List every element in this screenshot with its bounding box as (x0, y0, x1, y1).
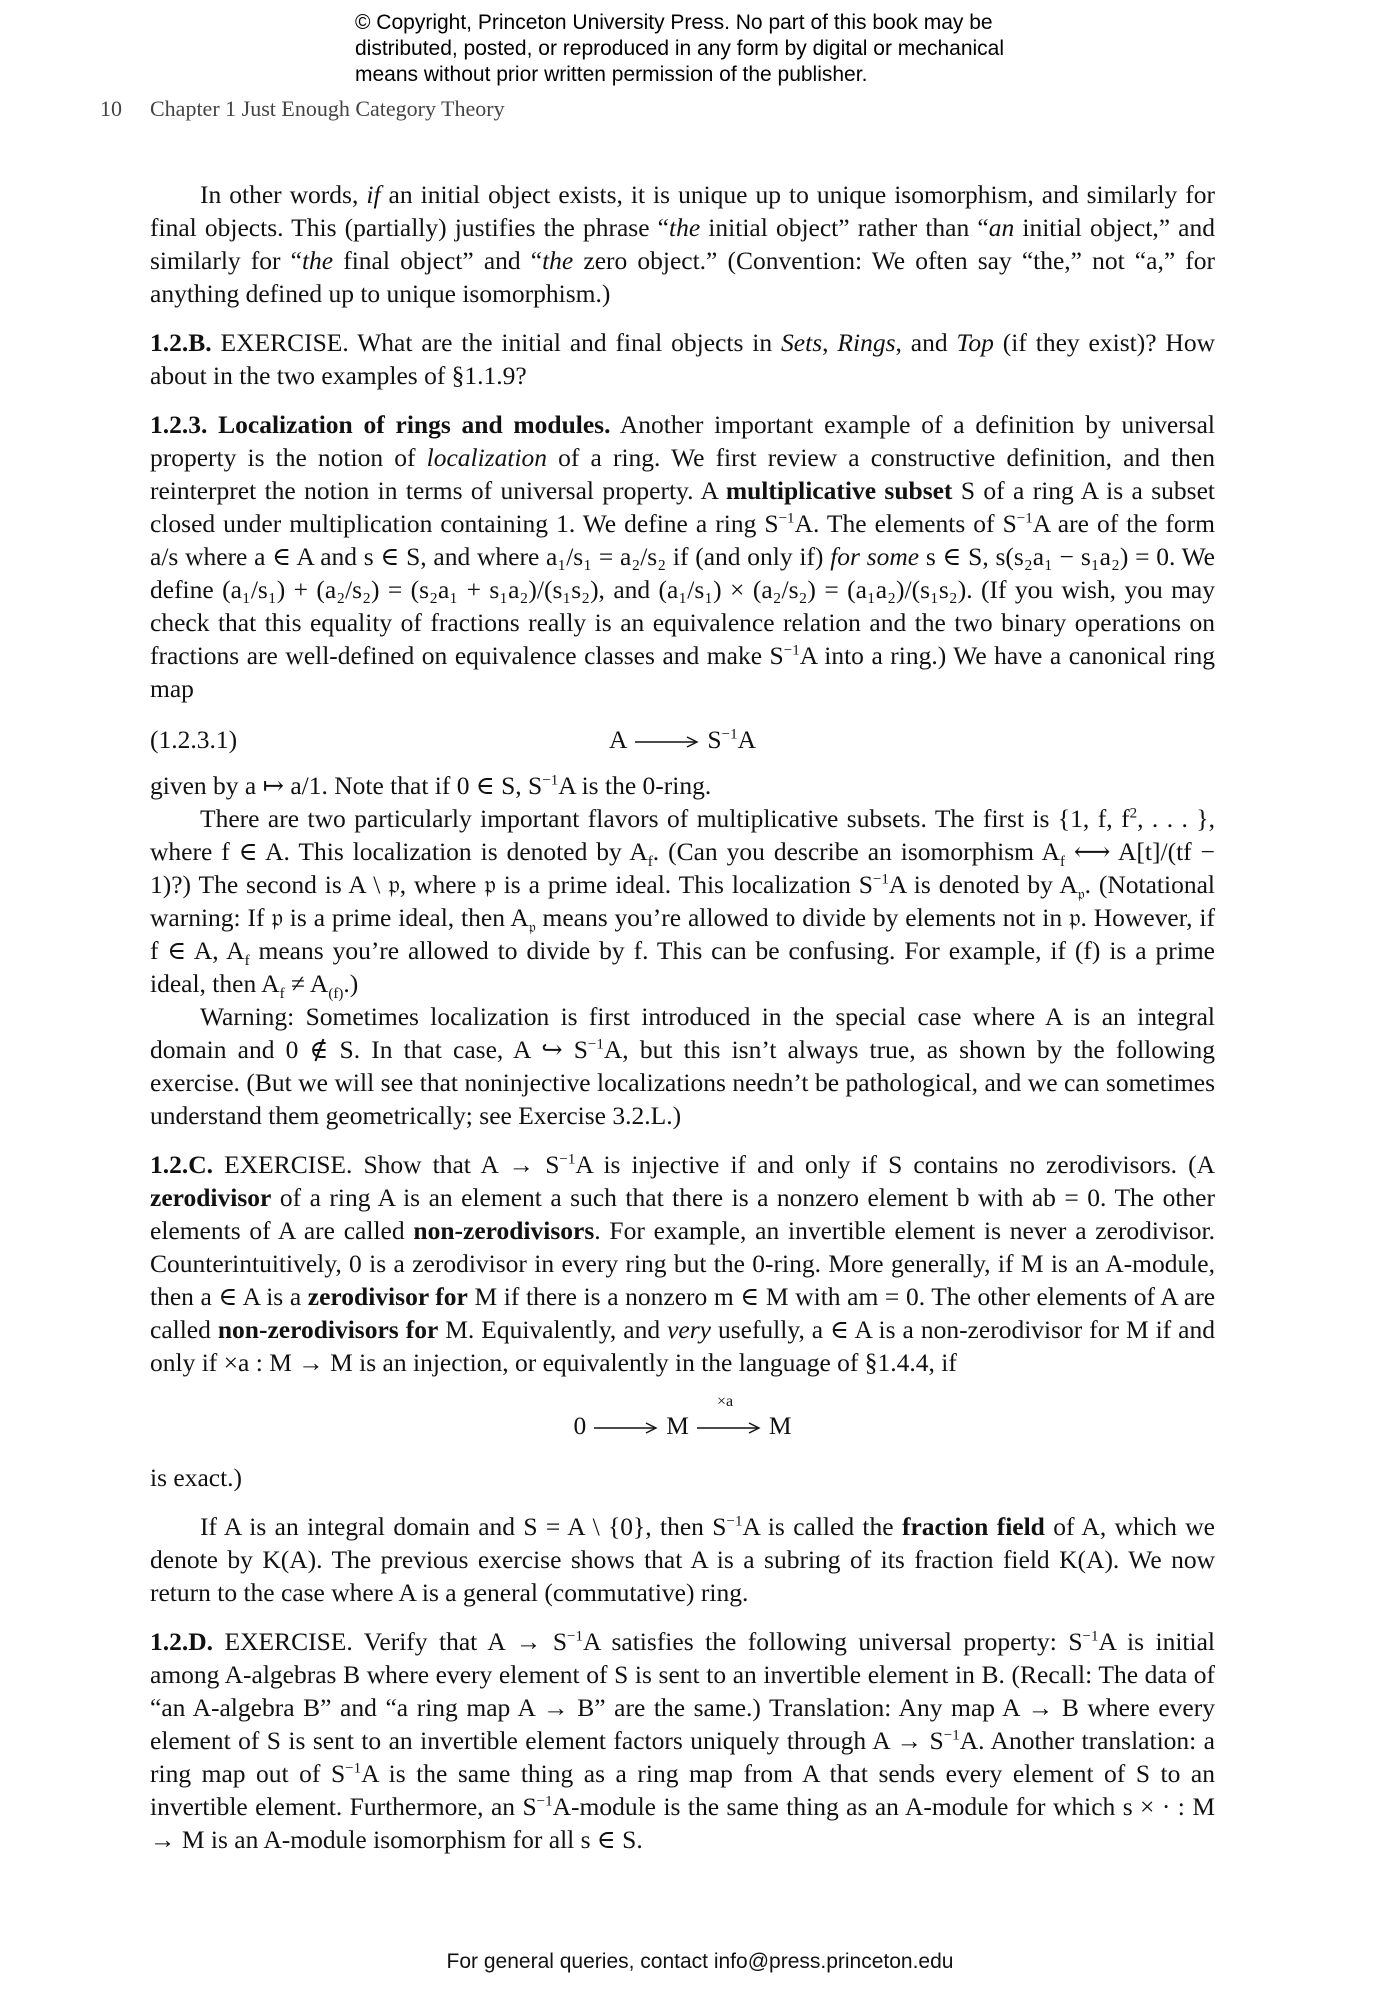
exercise-1-2-c: 1.2.C. EXERCISE. Show that $A \to S^{-1}A$ is injective if and only if S contains no zerodivisors. (A zerodivisor of a ring A is an element a such that there is a nonzero element b with ab = 0. The other elements of A are called non-zerodivisors. For example, an invertible element is never a zerodivisor. Counterintuitively, 0 is a zerodivisor in every ring but the 0-ring. More generally, if M is an A-module, then a ∈ A is a zerodivisor for M if there is a nonzero m ∈ M with am = 0. The other elements of A are called non-zerodivisors for M. Equivalently, and very usefully, a ∈ A is a non-zerodivisor for M if and only if ×a : M → M is an injection, or equivalently in the language of §1.4.4, if (150, 1150, 1216, 1377)
exercise-label: 1.2.B. (150, 328, 212, 357)
exact-sequence-diagram (150, 1379, 1215, 1461)
right-arrow-icon (594, 1422, 658, 1434)
footer-contact: For general queries, contact info@press.princeton.edu (446, 1950, 954, 1973)
equation-1-2-3-1 (150, 705, 1215, 769)
exercise-1-2-d: 1.2.D. EXERCISE. Verify that $A \to S^{-1}A$ satisfies the following universal property: $S^{-1}A$ is initial among A-algebras B where every element of S is sent to an invertible element in B. (Recall: The data of “an A-algebra B” and “a ring map A → B” are the same.) Translation: Any map A → B where every element of S is sent to an invertible element factors uniquely through $A \to S^{-1}A$. Another translation: a ring map out of $S^{-1}A$ is the same thing as a ring map from A that sends every element of S to an invertible element. Furthermore, an $S^{-1}A$-module is the same thing as an A-module for which s × · : M → M is an A-module isomorphism for all s ∈ S. (150, 1627, 1215, 1854)
paragraph-flavors: There are two particularly important flavors of multiplicative subsets. The first is {1, f, $f^2$, . . . }, where f ∈ A. This localization is denoted by $A_f$. (Can you describe an isomorphism $A_f$ ⟷ A[t]/(tf − 1)?) The second is A \ 𝔭, where 𝔭 is a prime ideal. This localization $S^{-1}A$ is denoted by $A_𝔭$. (Notational warning: If 𝔭 is a prime ideal, then $A_𝔭$ means you’re allowed to divide by elements not in 𝔭. However, if f ∈ A, $A_f$ means you’re allowed to divide by f. This can be confusing. For example, if (f) is a prime ideal, then $A_f \ne A_{(f)}$.) (150, 804, 1216, 1003)
copyright-notice (355, 10, 1115, 88)
exercise-label: 1.2.C. (150, 1150, 214, 1179)
section-localization: 1.2.3. Localization of rings and modules. Another important example of a definition by universal property is the notion of localization of a ring. We first review a constructive definition, and then reinterpret the notion in terms of universal property. A multiplicative subset S of a ring A is a subset closed under multiplication containing 1. We define a ring $S^{-1}A$. The elements of $S^{-1}A$ are of the form a/s where a ∈ A and s ∈ S, and where a₁/s₁ = a₂/s₂ if (and only if) for some s ∈ S, s(s₂a₁ − s₁a₂) = 0. We define (a₁/s₁) + (a₂/s₂) = (s₂a₁ + s₁a₂)/(s₁s₂), and (a₁/s₁) × (a₂/s₂) = (a₁a₂)/(s₁s₂). (If you wish, you may check that this equality of fractions really is an equivalence relation and the two binary operations on fractions are well-defined on equivalence classes and make $S^{-1}A$ into a ring.) We have a canonical ring map (150, 410, 1216, 703)
zero-object: 0 (573, 1411, 587, 1440)
section-heading: 1.2.3. Localization of rings and modules. (150, 410, 611, 439)
copyright-line: distributed, posted, or reproduced in any form by digital or mechanical (355, 37, 1005, 60)
equation-number: (1.2.3.1) (150, 725, 238, 754)
page-number: 10 (100, 96, 122, 121)
page-body (150, 178, 1215, 1856)
copyright-line: © Copyright, Princeton University Press. No part of this book may be (355, 11, 993, 34)
module-m: M (666, 1411, 689, 1440)
paragraph-is-exact: is exact.) (150, 1463, 243, 1492)
exercise-kind: EXERCISE. (220, 328, 349, 357)
module-m: M (768, 1411, 792, 1440)
exercise-label: 1.2.D. (150, 1627, 214, 1656)
arrow-label: ×a (716, 1393, 734, 1410)
exercise-1-2-b: 1.2.B. EXERCISE. What are the initial and final objects in Sets, Rings, and Top (if they exist)? How about in the two examples of §1.1.9? (150, 328, 1215, 390)
exercise-kind: EXERCISE. (224, 1627, 353, 1656)
right-arrow-icon (697, 1422, 761, 1434)
right-arrow-icon (635, 736, 699, 748)
equation-lhs: A (609, 725, 628, 754)
paragraph-given-by: given by a ↦ a/1. Note that if 0 ∈ S, $S^{-1}A$ is the 0-ring. (150, 771, 712, 800)
running-head (100, 96, 505, 122)
paragraph-initial-object: In other words, if an initial object exists, it is unique up to unique isomorphism, and similarly for final objects. This (partially) justifies the phrase “the initial object” rather than “an initial object,” and similarly for “the final object” and “the zero object.” (Convention: We often say “the,” not “a,” for anything defined up to unique isomorphism.) (150, 180, 1216, 308)
chapter-title: Chapter 1 Just Enough Category Theory (150, 96, 505, 121)
paragraph-warning: Warning: Sometimes localization is first introduced in the special case where A is an integral domain and 0 ∉ S. In that case, A ↪ $S^{-1}A$, but this isn’t always true, as shown by the following exercise. (But we will see that noninjective localizations needn’t be pathological, and we can sometimes understand them geometrically; see Exercise 3.2.L.) (150, 1002, 1215, 1130)
equation-rhs: $S^{-1}A$ (707, 725, 756, 754)
paragraph-fraction-field: If A is an integral domain and S = A \ {0}, then $S^{-1}A$ is called the fraction field of A, which we denote by K(A). The previous exercise shows that A is a subring of its fraction field K(A). We now return to the case where A is a general (commutative) ring. (150, 1512, 1215, 1607)
copyright-line: means without prior written permission of the publisher. (355, 63, 868, 86)
exercise-kind: EXERCISE. (224, 1150, 353, 1179)
